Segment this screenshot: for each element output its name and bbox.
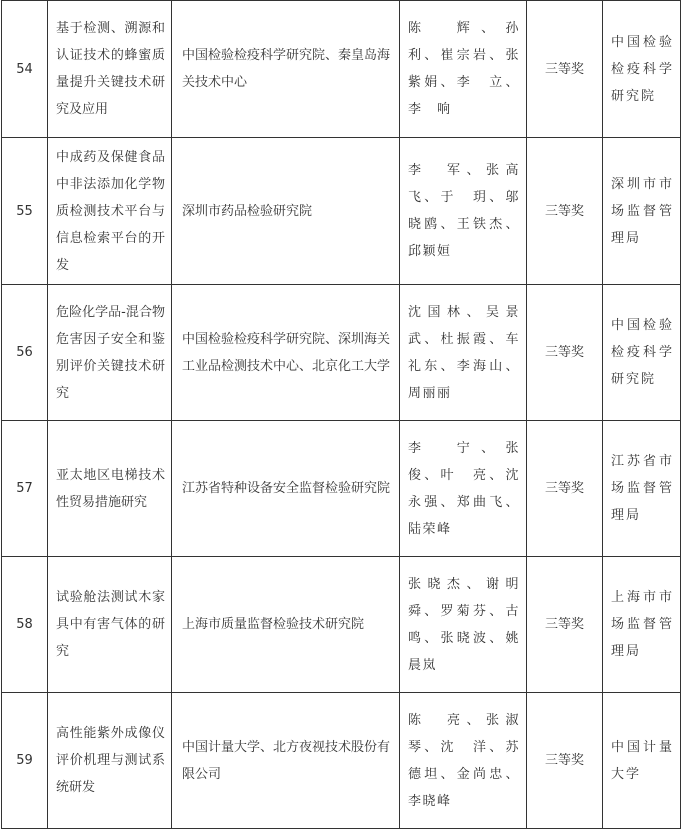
organization: 深圳市药品检验研究院 [172,138,400,285]
organization: 上海市质量监督检验技术研究院 [172,557,400,693]
participants: 张晓杰、谢明舜、罗菊芬、古 鸣、张晓波、姚晨岚 [400,557,527,693]
project-name: 危险化学品-混合物危害因子安全和鉴别评价关键技术研究 [48,285,172,421]
table-row [2,1,681,138]
recommender: 中国检验检疫科学研究院 [603,1,681,138]
project-name: 基于检测、溯源和认证技术的蜂蜜质量提升关键技术研究及应用 [48,1,172,138]
award-level: 三等奖 [527,285,603,421]
award-level: 三等奖 [527,138,603,285]
project-name: 中成药及保健食品中非法添加化学物质检测技术平台与信息检索平台的开发 [48,138,172,285]
row-number: 58 [2,557,48,693]
participants: 陈 辉、孙 利、崔宗岩、张紫娟、李 立、李 响 [400,1,527,138]
organization: 江苏省特种设备安全监督检验研究院 [172,421,400,557]
table-row [2,421,681,557]
project-name: 试验舱法测试木家具中有害气体的研究 [48,557,172,693]
row-number: 54 [2,1,48,138]
organization: 中国检验检疫科学研究院、深圳海关工业品检测技术中心、北京化工大学 [172,285,400,421]
recommender: 中国计量大学 [603,693,681,829]
row-number: 56 [2,285,48,421]
participants: 沈国林、吴景武、杜振霞、车礼东、李海山、周丽丽 [400,285,527,421]
table-row [2,693,681,829]
project-name: 亚太地区电梯技术性贸易措施研究 [48,421,172,557]
participants: 李 宁、张 俊、叶 亮、沈永强、郑曲飞、陆荣峰 [400,421,527,557]
recommender: 深圳市市场监督管理局 [603,138,681,285]
table-row [2,557,681,693]
award-level: 三等奖 [527,693,603,829]
organization: 中国检验检疫科学研究院、秦皇岛海关技术中心 [172,1,400,138]
organization: 中国计量大学、北方夜视技术股份有限公司 [172,693,400,829]
recommender: 中国检验检疫科学研究院 [603,285,681,421]
award-level: 三等奖 [527,1,603,138]
award-level: 三等奖 [527,557,603,693]
award-level: 三等奖 [527,421,603,557]
recommender: 上海市市场监督管理局 [603,557,681,693]
recommender: 江苏省市场监督管理局 [603,421,681,557]
participants: 陈 亮、张淑琴、沈 洋、苏德坦、金尚忠、李晓峰 [400,693,527,829]
participants: 李 军、张高飞、于 玥、邬晓鸥、王铁杰、邱颖姮 [400,138,527,285]
award-table [1,0,681,829]
table-row [2,285,681,421]
row-number: 57 [2,421,48,557]
table-row [2,138,681,285]
row-number: 59 [2,693,48,829]
project-name: 高性能紫外成像仪评价机理与测试系统研发 [48,693,172,829]
row-number: 55 [2,138,48,285]
